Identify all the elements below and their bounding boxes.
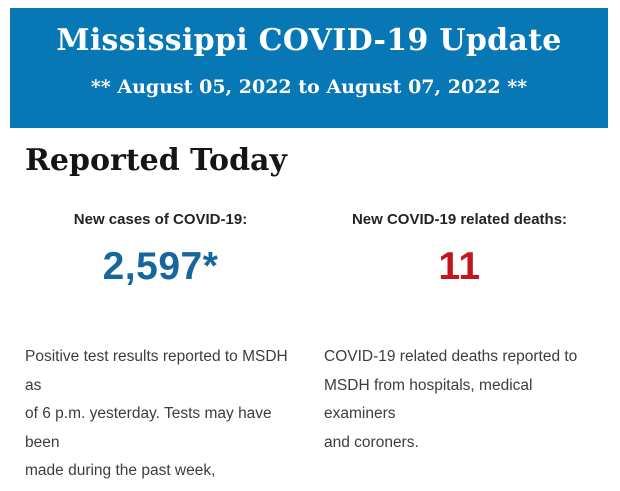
new-cases-value: 2,597* bbox=[102, 245, 219, 288]
stat-new-deaths bbox=[324, 210, 595, 486]
new-deaths-description-line: MSDH from hospitals, medical examiners bbox=[324, 376, 533, 422]
new-cases-description-line: of 6 p.m. yesterday. Tests may have been bbox=[25, 405, 272, 451]
new-cases-description-line: made during the past week, bbox=[25, 462, 216, 479]
main-content bbox=[0, 142, 620, 486]
new-deaths-value: 11 bbox=[438, 245, 481, 288]
header-banner bbox=[10, 8, 608, 128]
page-title: Mississippi COVID-19 Update bbox=[56, 23, 562, 58]
new-cases-label: New cases of COVID-19: bbox=[73, 211, 248, 228]
new-cases-description bbox=[25, 343, 296, 486]
stat-new-cases bbox=[25, 210, 296, 486]
date-range-subtitle: ** August 05, 2022 to August 07, 2022 ** bbox=[90, 76, 528, 98]
new-cases-description-line: Positive test results reported to MSDH as bbox=[25, 348, 288, 394]
stats-row bbox=[25, 210, 595, 486]
new-deaths-description-line: and coroners. bbox=[324, 433, 419, 451]
new-deaths-description bbox=[324, 343, 595, 457]
new-deaths-description-line: COVID-19 related deaths reported to bbox=[324, 348, 578, 365]
section-heading: Reported Today bbox=[25, 143, 287, 178]
new-deaths-label: New COVID-19 related deaths: bbox=[351, 211, 568, 228]
